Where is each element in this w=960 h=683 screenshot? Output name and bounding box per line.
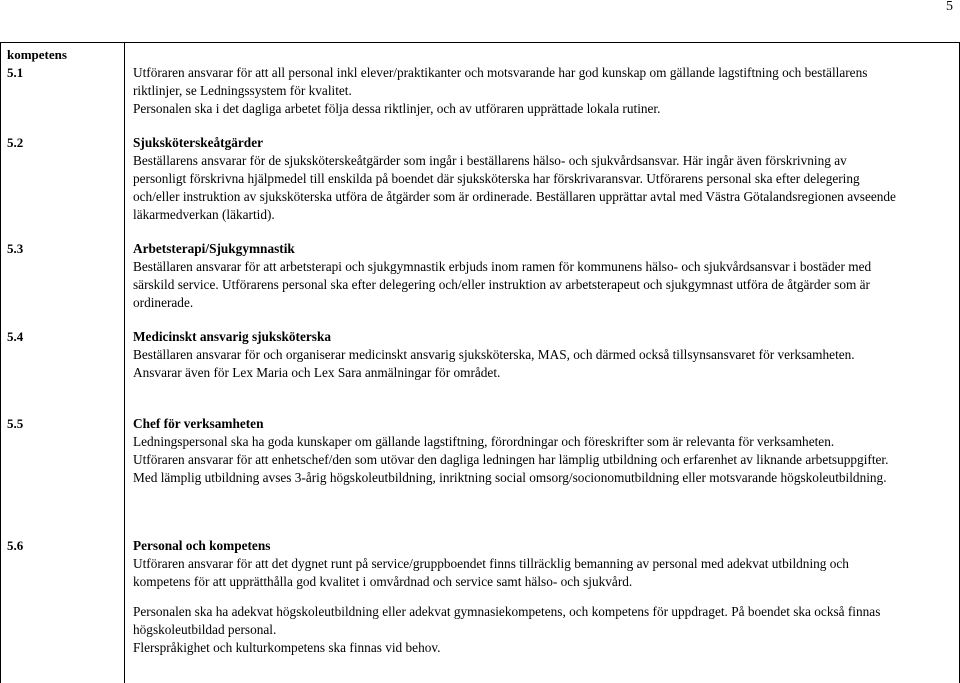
table-border-left	[0, 43, 1, 683]
section-number: 5.6	[7, 538, 24, 553]
section-heading: Chef för verksamheten	[133, 416, 264, 431]
section-heading: Arbetsterapi/Sjukgymnastik	[133, 241, 295, 256]
section-number: 5.5	[7, 416, 24, 431]
paragraph: Personalen ska i det dagliga arbetet följa dessa riktlinjer, och av utföraren upprättade lokala rutiner.	[133, 101, 661, 116]
paragraph: Beställaren ansvarar för att arbetsterapi och sjukgymnastik erbjuds inom ramen för kommunens hälso- och sjukvårdsansvar i bostäder med särskild service. Utförarens personal ska efter delegering och/eller instruktion av arbetsterapeut och sjukgymnast utföra de åtgärder som är ordinerade.	[133, 259, 872, 310]
paragraph: Utföraren ansvarar för att all personal inkl elever/praktikanter och motsvarande har god kunskap om gällande lagstiftning och beställarens riktlinjer, se Ledningssystem för kvalitet.	[133, 65, 868, 98]
section-content	[133, 134, 903, 224]
table-column-divider	[124, 43, 125, 683]
paragraph: Flerspråkighet och kulturkompetens ska finnas vid behov.	[133, 640, 441, 655]
section-content	[133, 64, 903, 118]
section-heading: Personal och kompetens	[133, 538, 271, 553]
paragraph: Ledningspersonal ska ha goda kunskaper om gällande lagstiftning, förordningar och föreskrifter som är relevanta för verksamheten.	[133, 434, 835, 449]
page-number: 5	[946, 0, 953, 14]
section-content	[133, 415, 903, 487]
lead-label: kompetens	[7, 47, 67, 62]
paragraph: Beställarens ansvarar för de sjuksköterskeåtgärder som ingår i beställarens hälso- och sjukvårdsansvar. Här ingår även förskrivning av personligt förskrivna hjälpmedel till enskilda på boendet där sjuksköterska har förskrivaransvar. Utförarens personal ska efter delegering och/eller instruktion av sjuksköterska utföra de åtgärder som är ordinerade. Beställaren upprättar avtal med Västra Götalandsregionen avseende läkarmedverkan (läkartid).	[133, 153, 896, 222]
section-heading: Sjuksköterskeåtgärder	[133, 135, 264, 150]
paragraph: Beställaren ansvarar för och organiserar medicinskt ansvarig sjuksköterska, MAS, och därmed också tillsynsansvaret för verksamheten.	[133, 347, 855, 362]
paragraph: Utföraren ansvarar för att det dygnet runt på service/gruppboendet finns tillräcklig bemanning av personal med adekvat utbildning och kompetens för att upprätthålla god kvalitet i omvårdnad och service samt hälso- och sjukvård.	[133, 556, 849, 589]
section-content	[133, 537, 903, 657]
section-content	[133, 240, 903, 312]
paragraph: Ansvarar även för Lex Maria och Lex Sara anmälningar för området.	[133, 365, 501, 380]
section-number: 5.3	[7, 241, 24, 256]
paragraph-spacer	[133, 591, 903, 603]
paragraph: Utföraren ansvarar för att enhetschef/den som utövar den dagliga ledningen har lämplig utbildning och erfarenhet av liknande arbetsuppgifter. Med lämplig utbildning avses 3-årig högskoleutbildning, inriktning social omsorg/socionomutbildning eller motsvarande högskoleutbildning.	[133, 452, 889, 485]
document-table	[0, 42, 960, 683]
section-heading: Medicinskt ansvarig sjuksköterska	[133, 329, 331, 344]
section-number: 5.2	[7, 135, 24, 150]
section-number: 5.1	[7, 65, 24, 80]
section-number: 5.4	[7, 329, 24, 344]
section-content	[133, 328, 903, 382]
paragraph: Personalen ska ha adekvat högskoleutbildning eller adekvat gymnasiekompetens, och kompetens för uppdraget. På boendet ska också finnas högskoleutbildad personal.	[133, 604, 881, 637]
